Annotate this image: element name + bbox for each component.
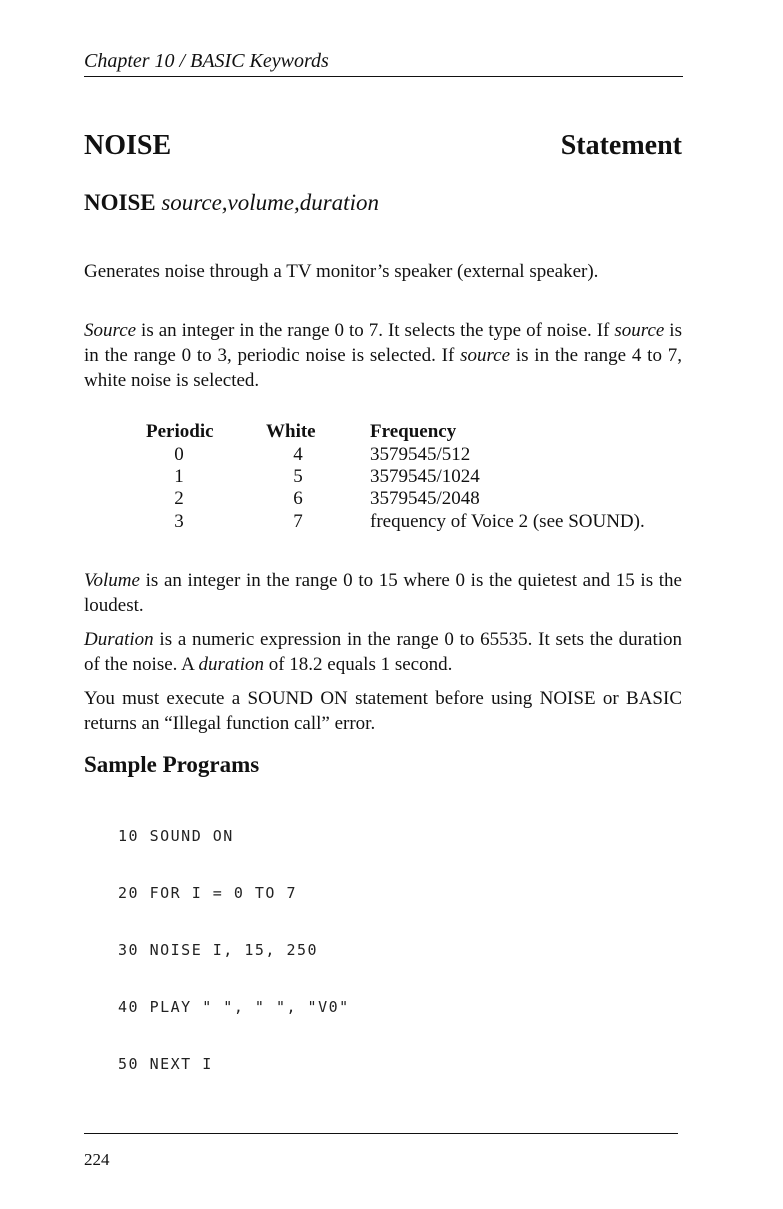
header-white: White (266, 420, 316, 442)
code-line: 10 SOUND ON (118, 827, 234, 845)
sample-programs-heading: Sample Programs (84, 752, 260, 777)
code-line: 50 NEXT I (118, 1055, 213, 1073)
cell-white: 5 (293, 466, 303, 487)
page-number: 224 (84, 1150, 110, 1169)
table-row (146, 444, 682, 466)
cell-periodic: 2 (174, 488, 184, 509)
syntax-line (84, 190, 379, 216)
volume-term: Volume (84, 570, 140, 591)
sound-on-paragraph: You must execute a SOUND ON statement before using NOISE or BASIC returns an “Illegal function call” error. (84, 688, 682, 734)
source-text-1: is an integer in the range 0 to 7. It selects the type of noise. If (136, 320, 615, 341)
header-frequency: Frequency (370, 420, 457, 442)
description-paragraph: Generates noise through a TV monitor’s speaker (external speaker). (84, 261, 599, 282)
source-term: Source (84, 320, 137, 341)
syntax-keyword: NOISE (84, 190, 156, 215)
cell-white: 6 (293, 488, 303, 509)
entry-keyword: NOISE (84, 130, 172, 161)
code-line: 40 PLAY " ", " ", "V0" (118, 998, 350, 1016)
table-row (146, 510, 682, 534)
cell-periodic: 3 (174, 511, 184, 532)
duration-term: Duration (84, 629, 154, 650)
cell-frequency: 3579545/512 (370, 444, 471, 465)
volume-text: is an integer in the range 0 to 15 where 0 is the quietest and 15 is the loudest. (84, 570, 682, 616)
frequency-table (146, 419, 682, 534)
source-term-3: source (460, 345, 511, 366)
code-line: 20 FOR I = 0 TO 7 (118, 884, 298, 902)
running-head: Chapter 10 / BASIC Keywords (84, 50, 329, 72)
header-rule (84, 76, 683, 77)
cell-frequency: 3579545/1024 (370, 466, 480, 487)
footer-rule (84, 1133, 678, 1134)
cell-periodic: 0 (174, 444, 184, 465)
table-row (146, 466, 682, 488)
table-row (146, 488, 682, 510)
source-text-2: is in the range 0 to 3, periodic noise is selected. If (84, 320, 682, 366)
source-text-3: is in the range 4 to 7, white noise is selected. (84, 345, 682, 391)
source-paragraph (84, 318, 682, 393)
duration-term-2: duration (198, 654, 264, 675)
duration-text-1: is a numeric expression in the range 0 to 65535. It sets the duration of the noise. A (84, 629, 682, 675)
syntax-arguments: source,volume,duration (161, 190, 379, 215)
cell-periodic: 1 (174, 466, 184, 487)
cell-frequency: 3579545/2048 (370, 488, 480, 509)
duration-paragraph (84, 627, 682, 677)
code-line: 30 NOISE I, 15, 250 (118, 941, 319, 959)
entry-kind: Statement (560, 130, 682, 161)
code-listing (118, 789, 350, 1112)
header-periodic: Periodic (146, 420, 214, 442)
source-term-2: source (614, 320, 665, 341)
cell-white: 7 (293, 511, 303, 532)
table-header-row (146, 419, 682, 444)
duration-text-2: of 18.2 equals 1 second. (263, 654, 453, 675)
cell-white: 4 (293, 444, 303, 465)
volume-paragraph (84, 568, 682, 618)
cell-frequency: frequency of Voice 2 (see SOUND). (370, 511, 645, 532)
